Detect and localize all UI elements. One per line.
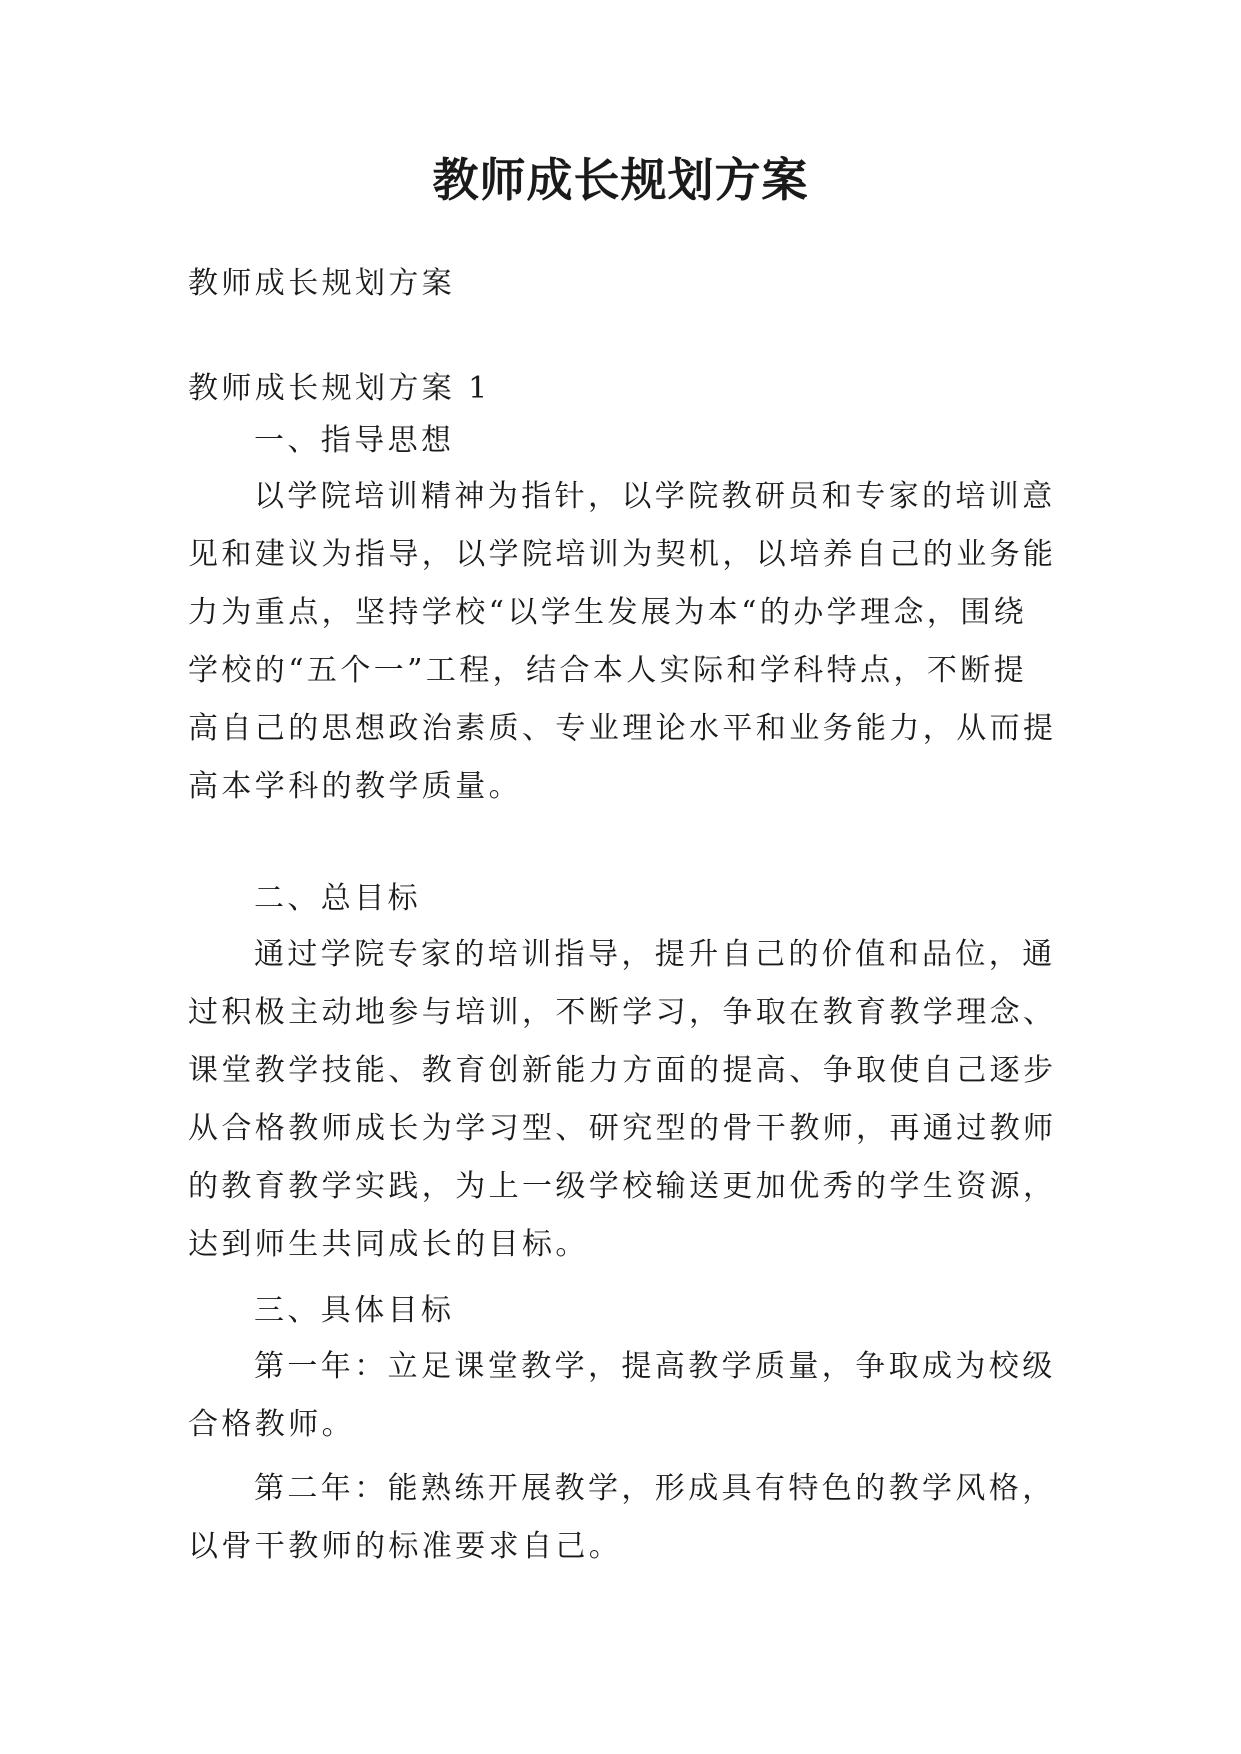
paragraph-overall-goal — [188, 926, 1058, 1274]
heading-overall-goal: 二、总目标 — [254, 881, 421, 916]
paragraph-line: 高自己的思想政治素质、专业理论水平和业务能力，从而提 — [188, 711, 1057, 746]
heading-specific-goals: 三、具体目标 — [254, 1293, 455, 1328]
paragraph-line: 以骨干教师的标准要求自己。 — [188, 1529, 623, 1564]
document-title: 教师成长规划方案 — [432, 153, 809, 207]
paragraph-line: 以学院培训精神为指针，以学院教研员和专家的培训意 — [254, 479, 1056, 514]
paragraph-line: 课堂教学技能、教育创新能力方面的提高、争取使自己逐步 — [188, 1053, 1057, 1088]
paragraph-line: 学校的“五个一”工程，结合本人实际和学科特点，不断提 — [188, 653, 1028, 688]
paragraph-line: 见和建议为指导，以学院培训为契机，以培养自己的业务能 — [188, 537, 1057, 572]
heading-guiding-thought: 一、指导思想 — [254, 423, 455, 458]
paragraph-line: 高本学科的教学质量。 — [188, 769, 522, 804]
paragraph-line: 合格教师。 — [188, 1407, 355, 1442]
paragraph-line: 达到师生共同成长的目标。 — [188, 1227, 589, 1262]
paragraph-first-year — [188, 1338, 1058, 1454]
paragraph-line: 第二年：能熟练开展教学，形成具有特色的教学风格， — [254, 1471, 1056, 1506]
paragraph-guiding-thought — [188, 468, 1058, 816]
paragraph-line: 通过学院专家的培训指导，提升自己的价值和品位，通 — [254, 937, 1056, 972]
document-subtitle: 教师成长规划方案 — [188, 266, 456, 301]
paragraph-line: 第一年：立足课堂教学，提高教学质量，争取成为校级 — [254, 1349, 1056, 1384]
paragraph-line: 从合格教师成长为学习型、研究型的骨干教师，再通过教师 — [188, 1111, 1057, 1146]
section-title: 教师成长规划方案 1 — [188, 371, 491, 406]
paragraph-line: 过积极主动地参与培训，不断学习，争取在教育教学理念、 — [188, 995, 1057, 1030]
paragraph-line: 力为重点，坚持学校“以学生发展为本“的办学理念，围绕 — [188, 595, 1028, 630]
paragraph-second-year — [188, 1460, 1058, 1576]
paragraph-line: 的教育教学实践，为上一级学校输送更加优秀的学生资源， — [188, 1169, 1057, 1204]
